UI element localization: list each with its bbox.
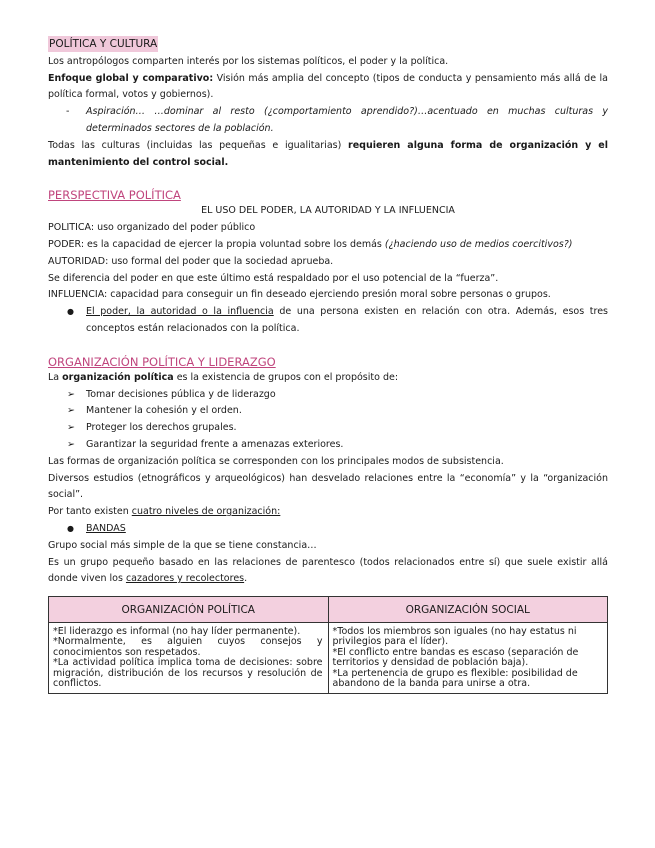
list-item-text: Tomar decisiones pública y de liderazgo xyxy=(86,388,276,400)
arrow-marker: ➢ xyxy=(67,405,75,417)
diversos-text: Diversos estudios (etnográficos y arqueológicos) han desvelado relaciones entre la “economía” y la “organización social”. xyxy=(48,472,608,501)
influencia-definition: INFLUENCIA: capacidad para conseguir un fin deseado ejerciendo presión moral sobre personas o grupos. xyxy=(48,289,551,301)
es-un-text xyxy=(48,555,608,589)
formas-text: Las formas de organización política se corresponden con los principales modos de subsistencia. xyxy=(48,455,504,467)
cell-line: *Todos los miembros son iguales (no hay estatus ni privilegios para el líder). xyxy=(332,626,577,648)
perspectiva-subtitle: EL USO DEL PODER, LA AUTORIDAD Y LA INFLUENCIA xyxy=(201,205,455,217)
organizacion-intro xyxy=(48,370,608,387)
cell-line: *La pertenencia de grupo es flexible: posibilidad de abandono de la banda para unirse a otra. xyxy=(332,667,578,690)
arrow-marker: ➢ xyxy=(67,438,75,450)
list-item xyxy=(48,387,608,404)
section-heading-perspectiva: PERSPECTIVA POLÍTICA xyxy=(48,188,181,203)
portanto-text xyxy=(48,504,608,521)
enfoque-paragraph xyxy=(48,71,608,105)
section-heading-organizacion: ORGANIZACIÓN POLÍTICA Y LIDERAZGO xyxy=(48,354,276,369)
list-item-text: Mantener la cohesión y el orden. xyxy=(86,405,242,417)
aspiracion-text: Aspiración… …dominar al resto (¿comportamiento aprendido?)…acentuado en muchas culturas y determinados sectores de la población. xyxy=(86,106,608,134)
bandas-bullet xyxy=(48,521,608,538)
intro-pre: La xyxy=(48,371,63,383)
table-header-politica: ORGANIZACIÓN POLÍTICA xyxy=(49,597,329,623)
poder-italic: (¿haciendo uso de medios coercitivos?) xyxy=(384,238,573,250)
bullet-underline: El poder, la autoridad o la influencia xyxy=(86,306,274,318)
list-item-text: Proteger los derechos grupales. xyxy=(86,422,237,434)
autoridad-definition: AUTORIDAD: uso formal del poder que la sociedad aprueba. xyxy=(48,255,334,267)
intro-post: es la existencia de grupos con el propósito de: xyxy=(173,371,399,383)
page-title: POLÍTICA Y CULTURA xyxy=(49,38,158,50)
poder-definition xyxy=(48,237,608,254)
enfoque-text: Visión más amplia del concepto (tipos de conducta y pensamiento más allá de la política formal, votos y gobiernos). xyxy=(48,72,608,101)
cell-line: *El conflicto entre bandas es escaso (separación de territorios y densidad de población baja). xyxy=(332,646,579,669)
aspiracion-item xyxy=(48,104,608,138)
organization-table xyxy=(48,596,608,694)
list-item xyxy=(48,403,608,420)
list-item-text: Garantizar la seguridad frente a amenazas exteriores. xyxy=(86,438,344,450)
enfoque-label: Enfoque global y comparativo: xyxy=(48,72,214,84)
es-un-post: . xyxy=(244,573,248,585)
es-un-underline: cazadores y recolectores xyxy=(125,573,245,585)
table-row xyxy=(49,623,608,694)
table-header-social: ORGANIZACIÓN SOCIAL xyxy=(328,597,608,623)
diferencia-text: Se diferencia del poder en que este último está respaldado por el uso potencial de la “fuerza”. xyxy=(48,272,499,284)
bullet-marker: ● xyxy=(67,523,74,533)
grupo-social-text: Grupo social más simple de la que se tiene constancia… xyxy=(48,539,317,551)
list-item xyxy=(48,437,608,454)
cell-line: *El liderazgo es informal (no hay líder permanente). xyxy=(53,626,301,637)
todas-bold: requieren alguna forma de organización y el mantenimiento del control social. xyxy=(48,139,608,168)
poder-text: PODER: es la capacidad de ejercer la propia voluntad sobre los demás xyxy=(48,238,385,250)
table-cell-social xyxy=(328,623,608,694)
arrow-marker: ➢ xyxy=(67,388,75,400)
document-page xyxy=(48,36,608,588)
todas-text: Todas las culturas (incluidas las pequeñas e igualitarias) xyxy=(48,139,349,151)
bandas-label: BANDAS xyxy=(86,522,126,534)
table-header-row xyxy=(49,597,608,623)
cell-line: *Normalmente, es alguien cuyos consejos y conocimientos son respetados. xyxy=(53,636,323,658)
intro-bold: organización política xyxy=(62,371,174,383)
dash-marker: - xyxy=(66,106,70,118)
portanto-underline: cuatro niveles de organización: xyxy=(131,506,281,518)
portanto-pre: Por tanto existen xyxy=(48,506,132,518)
es-un-pre: Es un grupo pequeño basado en las relaciones de parentesco (todos relacionados entre sí) que suele existir allá donde viven los xyxy=(48,556,608,585)
bullet-rest: de una persona existen en relación con otra. Además, esos tres conceptos están relacionados con la política. xyxy=(86,306,608,334)
intro-line: Los antropólogos comparten interés por los sistemas políticos, el poder y la política. xyxy=(48,55,449,67)
arrow-marker: ➢ xyxy=(67,422,75,434)
table-cell-politica xyxy=(49,623,329,694)
politica-definition: POLITICA: uso organizado del poder público xyxy=(48,222,256,234)
list-item xyxy=(48,420,608,437)
todas-paragraph xyxy=(48,138,608,172)
poder-bullet xyxy=(48,304,608,338)
cell-line: *La actividad política implica toma de decisiones: sobre migración, distribución de los recursos y resolución de conflictos. xyxy=(53,657,323,690)
bullet-marker: ● xyxy=(67,307,74,317)
